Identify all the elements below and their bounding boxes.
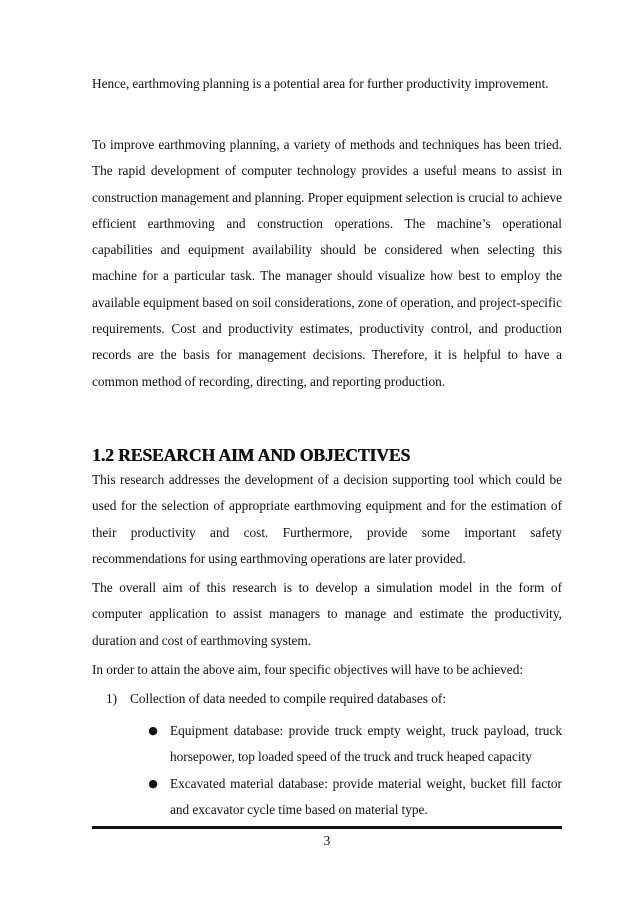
bullet-list-item xyxy=(146,718,562,771)
bullet-list-item xyxy=(146,771,562,824)
bullet-icon: ● xyxy=(148,724,158,737)
bullet-text: Excavated material database: provide material weight, bucket fill factor and excavator cycle time based on material type. xyxy=(170,776,562,818)
bullet-item xyxy=(146,718,562,771)
section-paragraph: The overall aim of this research is to develop a simulation model in the form of computer application to assist managers to manage and estimate the productivity, duration and cost of earthmoving system. xyxy=(92,580,562,648)
footer-divider xyxy=(92,826,562,829)
objective-text: Collection of data needed to compile required databases of: xyxy=(130,691,447,706)
body-paragraph: Hence, earthmoving planning is a potential area for further productivity improvement. xyxy=(92,76,549,91)
bullet-icon: ● xyxy=(148,777,158,790)
page-number: 3 xyxy=(323,833,331,848)
objective-item xyxy=(106,686,562,712)
bullet-item xyxy=(146,771,562,824)
body-paragraph: To improve earthmoving planning, a variety of methods and techniques has been tried. The rapid development of computer technology provides a useful means to assist in construction management and planning. Proper equipment selection is crucial to achieve efficient earthmoving and construction operations. The machine’s operational capabilities and equipment availability should be considered when selecting this machine for a particular task. The manager should visualize how best to employ the available equipment based on soil considerations, zone of operation, and project-specific requirements. Cost and productivity estimates, productivity control, and production records are the basis for management decisions. Therefore, it is helpful to have a common method of recording, directing, and reporting production. xyxy=(92,137,562,389)
section-heading: 1.2 RESEARCH AIM AND OBJECTIVES xyxy=(92,445,411,465)
section-paragraph: This research addresses the development of a decision supporting tool which could be used for the selection of appropriate earthmoving equipment and for the estimation of their productivity and cost. Furthermore, provide some important safety recommendations for using earthmoving operations are later provided. xyxy=(92,472,562,566)
section-paragraph: In order to attain the above aim, four specific objectives will have to be achieved: xyxy=(92,662,524,677)
objective-number: 1) xyxy=(106,691,118,706)
bullet-text: Equipment database: provide truck empty weight, truck payload, truck horsepower, top loaded speed of the truck and truck heaped capacity xyxy=(170,723,562,765)
